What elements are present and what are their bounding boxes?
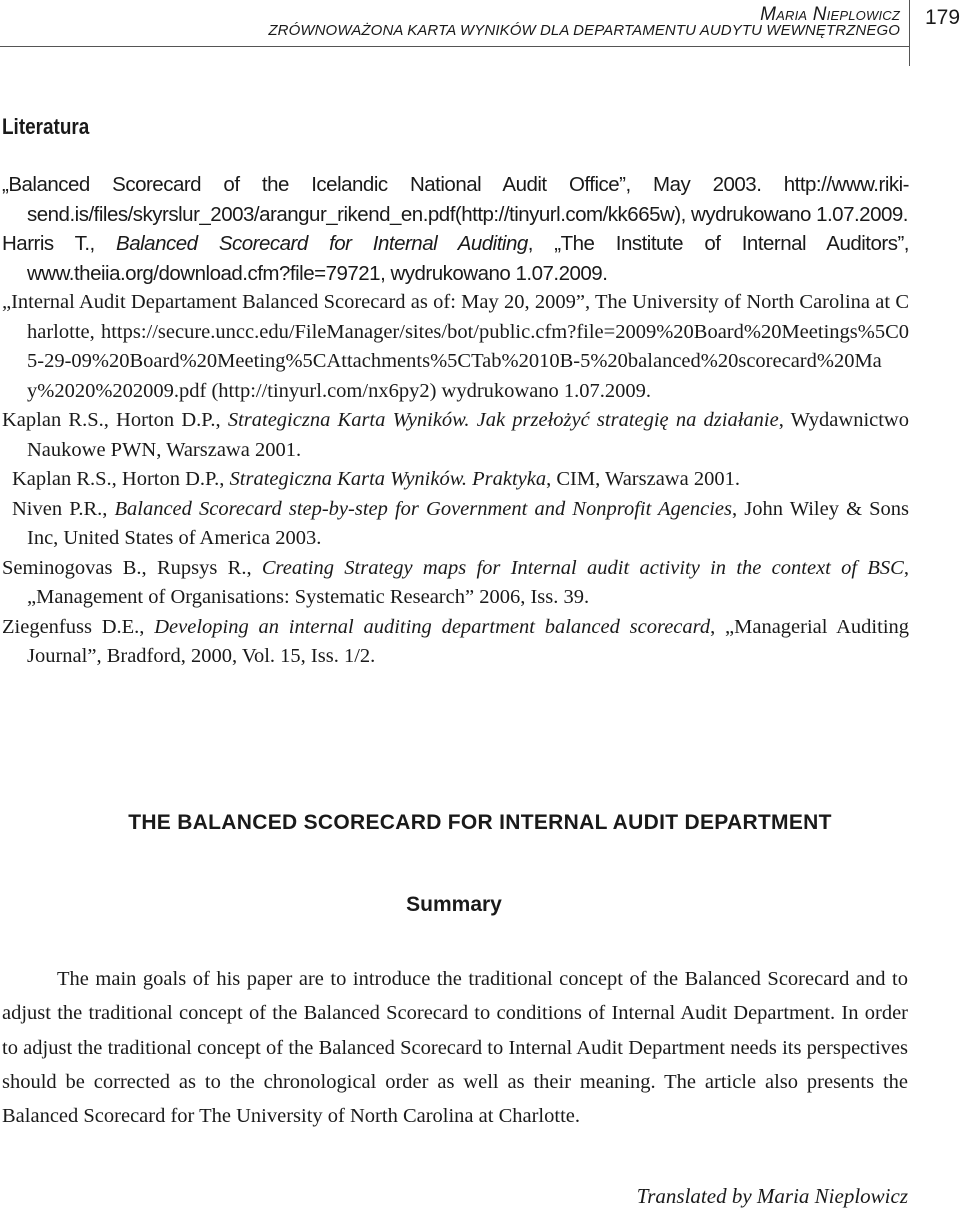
literature-heading: Literatura <box>2 114 90 139</box>
reference-source: , „The Institute of Internal Auditors”, www.theiia.org/download.cfm?file=79721, wydrukowano 1.07.2009. <box>27 232 910 285</box>
reference-list <box>2 170 909 672</box>
reference-authors: Kaplan R.S., Horton D.P., <box>2 409 228 431</box>
reference-title: Balanced Scorecard for Internal Auditing <box>116 232 528 255</box>
reference-title: Balanced Scorecard step-by-step for Government and Nonprofit Agencies <box>114 497 733 520</box>
summary-paragraph: The main goals of his paper are to introduce the traditional concept of the Balanced Scorecard and to adjust the traditional concept of the Balanced Scorecard to conditions of Internal Audit Department. In order to adjust the traditional concept of the Balanced Scorecard to Internal Audit Department needs its perspectives should be corrected as to the chronological order as well as their meaning. The article also presents the Balanced Scorecard for The University of North Carolina at Charlotte. <box>2 968 908 1128</box>
reference-title: Strategiczna Karta Wyników. Praktyka <box>229 468 547 490</box>
reference-title: Developing an internal auditing department balanced scorecard <box>154 615 711 638</box>
reference-text: „Balanced Scorecard of the Icelandic National Audit Office”, May 2003. http://www.riki-send.is/files/skyrslur_2003/arangur_rikend_en.pdf(http://tinyurl.com/kk665w), wydrukowano 1.07.2009. <box>2 173 909 226</box>
reference-source: , „Managerial Auditing Journal”, Bradford, 2000, Vol. 15, Iss. 1/2. <box>27 615 910 667</box>
reference-text: „Internal Audit Departament Balanced Scorecard as of: May 20, 2009”, The University of North Carolina at Charlotte, https://secure.uncc.edu/FileManager/sites/bot/public.cfm?file=2009%20Board%20Meetings%5C05-29-09%20Board%20Meeting%5CAttachments%5CTab%2010B-5%20balanced%20scorecard%20May%2020%202009.pdf (http://tinyurl.com/nx6py2) wydrukowano 1.07.2009. <box>2 291 909 402</box>
summary-heading: Summary <box>406 893 502 916</box>
reference-authors: Seminogovas B., Rupsys R., <box>2 556 262 579</box>
reference-authors: Ziegenfuss D.E., <box>2 615 155 638</box>
reference-item <box>2 613 909 672</box>
reference-title: Strategiczna Karta Wyników. Jak przełożyć strategię na działanie <box>227 409 779 431</box>
header-vertical-rule <box>909 0 910 66</box>
reference-authors: Kaplan R.S., Horton D.P., <box>12 468 230 490</box>
reference-item <box>2 554 909 613</box>
reference-source: , „Management of Organisations: Systematic Research” 2006, Iss. 39. <box>27 556 909 608</box>
reference-source: , CIM, Warszawa 2001. <box>546 468 740 490</box>
reference-item <box>2 288 909 406</box>
english-title: THE BALANCED SCORECARD FOR INTERNAL AUDIT DEPARTMENT <box>128 811 832 834</box>
reference-item <box>2 170 909 229</box>
header-rule <box>0 46 909 47</box>
reference-item <box>2 406 909 465</box>
running-header <box>0 0 960 70</box>
reference-title: Creating Strategy maps for Internal audit activity in the context of BSC <box>261 556 904 579</box>
translator-credit: Translated by Maria Nieplowicz <box>636 1184 908 1208</box>
reference-item <box>2 465 909 495</box>
reference-source: , Wydawnictwo Naukowe PWN, Warszawa 2001. <box>27 409 909 461</box>
reference-authors: Niven P.R., <box>12 497 115 520</box>
reference-item <box>2 229 909 288</box>
header-author: Maria Nieplowicz <box>760 4 900 25</box>
page-number: 179 <box>925 6 960 29</box>
reference-source: , John Wiley & Sons Inc, United States of America 2003. <box>27 497 910 549</box>
reference-authors: Harris T., <box>2 232 117 255</box>
header-running-title: ZRÓWNOWAŻONA KARTA WYNIKÓW DLA DEPARTAMENTU AUDYTU WEWNĘTRZNEGO <box>268 22 900 39</box>
reference-item <box>2 495 909 554</box>
